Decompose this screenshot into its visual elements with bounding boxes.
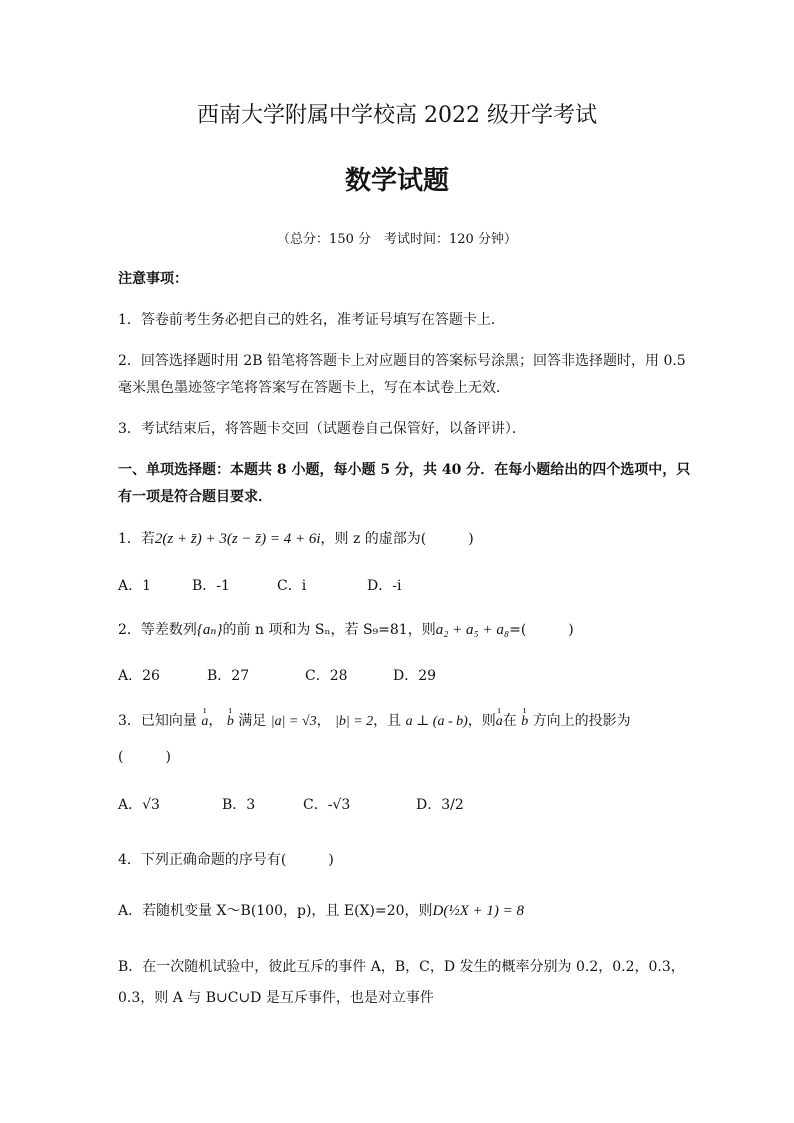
note-item-1: 1．答卷前考生务必把自己的姓名，准考证号填写在答题卡上．	[118, 312, 505, 328]
q3-option-b: B．3	[222, 797, 256, 813]
q2-option-b: B．27	[207, 668, 250, 684]
section1-heading-line1: 一、单项选择题：本题共 8 小题，每小题 5 分，共 40 分．在每小题给出的四个选项中，只	[118, 462, 691, 478]
q2-option-d: D．29	[393, 668, 437, 684]
notes-heading: 注意事项：	[118, 271, 188, 287]
q2-prefix: 2．等差数列	[118, 622, 197, 638]
note-item-3: 3．考试结束后，将答题卡交回（试题卷自己保管好，以备评讲）．	[118, 421, 526, 437]
vector-a-symbol-2: ı a	[496, 714, 503, 730]
q2-expr: a₂ + a₅ + a₈	[435, 622, 510, 638]
section1-heading-line2: 有一项是符合题目要求．	[118, 489, 272, 505]
q4-option-b-line2: 0.3，则 A 与 B∪C∪D 是互斥事件，也是对立事件	[118, 990, 434, 1006]
q4-option-a-text: A．若随机变量 X～B(100，p)，且 E(X)=20，则	[118, 903, 433, 919]
q1-suffix: ，则 z 的虚部为( )	[320, 531, 474, 547]
q3-text-f: 方向上的投影为	[532, 713, 631, 729]
question-3: 3．已知向量 ı a， ı b 满足 |a| = √3， |b| = 2，且 a ⊥ (a - b)，则ı a在 ı b 方向上的投影为	[118, 710, 631, 730]
q1-equation: 2(z + z̄) + 3(z − z̄) = 4 + 6i	[154, 531, 321, 547]
q2-seq: {aₙ}	[196, 622, 223, 638]
q3-magnitude-b: |b| = 2	[335, 714, 374, 729]
q3-line2: ( )	[118, 749, 171, 765]
q2-middle: 的前 n 项和为 Sₙ，若 S₉=81，则	[222, 622, 436, 638]
q1-option-d: D．-i	[367, 578, 402, 594]
q1-option-a: A．1	[118, 578, 152, 594]
q2-option-a: A．26	[118, 668, 160, 684]
q3-option-c: C．-√3	[303, 797, 351, 813]
q1-option-b: B．-1	[192, 578, 230, 594]
q4-option-b-line1: B．在一次随机试验中，彼此互斥的事件 A，B，C，D 发生的概率分别为 0.2，0.2，0.3，	[118, 959, 685, 975]
vector-a-symbol: ı a	[201, 714, 208, 730]
q4-option-a	[118, 900, 524, 920]
q3-magnitude-a: |a| = √3	[270, 714, 317, 729]
q3-text-d: ，则	[467, 713, 496, 729]
q1-option-c: C．i	[277, 578, 307, 594]
vector-b-symbol-2: ı b	[521, 714, 528, 730]
q2-suffix: =( )	[509, 622, 574, 638]
q4-option-a-expr: D(½X + 1) = 8	[432, 903, 525, 919]
note-item-2-cont: 毫米黑色墨迹签字笔将答案写在答题卡上，写在本试卷上无效．	[118, 380, 510, 396]
q3-text-a: 3．已知向量	[118, 713, 197, 729]
question-4-stem: 4．下列正确命题的序号有( )	[118, 852, 334, 868]
q3-text-c: ，且	[373, 713, 402, 729]
exam-title: 西南大学附属中学校高 2022 级开学考试	[197, 103, 597, 128]
exam-info: （总分：150 分 考试时间：120 分钟）	[277, 232, 517, 247]
q1-prefix: 1．若	[118, 531, 155, 547]
subject-title: 数学试题	[344, 166, 449, 196]
vector-b-symbol: ı b	[227, 714, 234, 730]
question-2	[118, 619, 574, 639]
note-item-2: 2．回答选择题时用 2B 铅笔将答题卡上对应题目的答案标号涂黑；回答非选择题时，用 0.5	[118, 353, 686, 369]
q3-text-b: 满足	[238, 713, 267, 729]
question-1	[118, 528, 474, 548]
q3-option-d: D．3/2	[416, 797, 464, 813]
q2-option-c: C．28	[305, 668, 348, 684]
q3-perp-condition: a ⊥ (a - b)	[405, 714, 468, 729]
q3-text-e: 在	[502, 713, 517, 729]
q3-option-a: A．√3	[118, 797, 160, 813]
